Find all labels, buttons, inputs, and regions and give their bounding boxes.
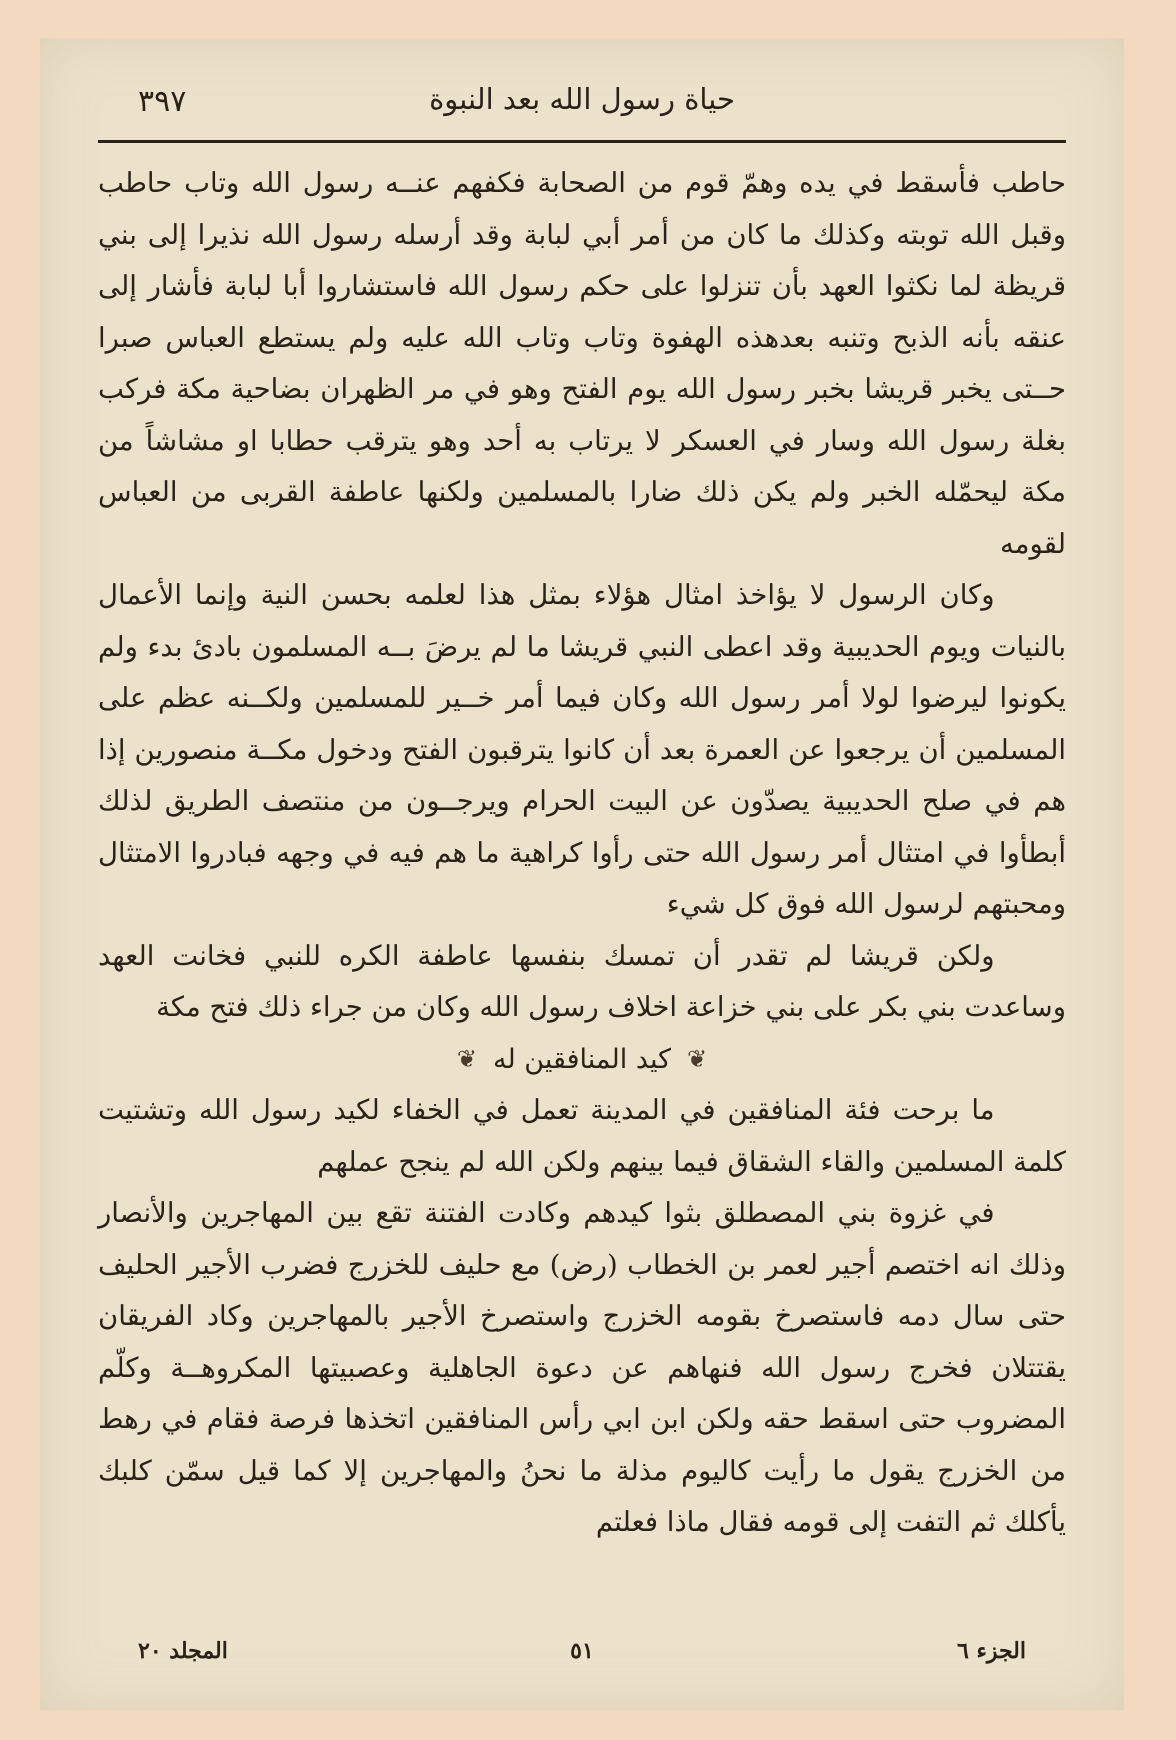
paragraph-3: ولكن قريشا لم تقدر أن تمسك بنفسها عاطفة الكره للنبي فخانت العهد وساعدت بني بكر على بني خزاعة اخلاف رسول الله وكان من جراء ذلك فتح مكة (98, 939, 1066, 1023)
page-header (98, 76, 1066, 132)
section-heading (98, 1034, 1066, 1086)
page-body (98, 158, 1066, 1549)
page-footer (98, 1638, 1066, 1678)
paragraph-5: في غزوة بني المصطلق بثوا كيدهم وكادت الفتنة تقع بين المهاجرين والأنصار وذلك انه اختصم أجير لعمر بن الخطاب (رض) مع حليف للخزرج فضرب الأجير الحليف حتى سال دمه فاستصرخ بقومه الخزرج واستصرخ الأجير بالمهاجرين وكاد الفريقان يقتتلان فخرج رسول الله فنهاهم عن دعوة الجاهلية وعصبيتها المكروهــة وكلّم المضروب حتى اسقط حقه ولكن ابن ابي رأس المنافقين اتخذها فرصة فقام في رهط من الخزرج يقول ما رأيت كاليوم مذلة ما نحنُ والمهاجرين إلا كما قيل سمّن كلبك يأكلك ثم التفت إلى قومه فقال ماذا فعلتم (98, 1197, 1066, 1538)
ornament-right-icon: ❦ (687, 1044, 708, 1073)
paragraph-2: وكان الرسول لا يؤاخذ امثال هؤلاء بمثل هذا لعلمه بحسن النية وإنما الأعمال بالنيات ويوم الحديبية وقد اعطى النبي قريشا ما لم يرضَ بــه المسلمون بادئ بدء ولم يكونوا ليرضوا لولا أمر رسول الله وكان فيما أمر خــير للمسلمين ولكــنه عظم على المسلمين أن يرجعوا عن العمرة بعد أن كانوا يترقبون الفتح ودخول مكــة منصورين إذا هم في صلح الحديبية يصدّون عن البيت الحرام ويرجــون من منتصف الطريق لذلك أبطأوا في امتثال أمر رسول الله حتى رأوا كراهية ما هم فيه في وجهه فبادروا الامتثال ومحبتهم لرسول الله فوق كل شيء (98, 579, 1066, 920)
footer-part: الجزء ٦ (957, 1638, 1026, 1664)
header-rule (98, 140, 1066, 143)
footer-sheet-number: ٥١ (570, 1638, 594, 1664)
footer-volume: المجلد ٢٠ (138, 1638, 228, 1664)
page-number: ٣٩٧ (138, 84, 187, 119)
paragraph-4: ما برحت فئة المنافقين في المدينة تعمل في الخفاء لكيد رسول الله وتشتيت كلمة المسلمين والقاء الشقاق فيما بينهم ولكن الله لم ينجح عملهم (98, 1094, 1066, 1178)
paragraph-1: حاطب فأسقط في يده وهمّ قوم من الصحابة فكفهم عنــه رسول الله وتاب حاطب وقبل الله توبته وكذلك ما كان من أمر أبي لبابة وقد أرسله رسول الله نذيرا إلى بني قريظة لما نكثوا العهد بأن تنزلوا على حكم رسول الله فاستشاروا أبا لبابة فأشار إلى عنقه بأنه الذبح وتنبه بعدهذه الهفوة وتاب وتاب الله عليه ولم يستطع العباس صبرا حــتى يخبر قريشا بخبر رسول الله يوم الفتح وهو في مر الظهران بضاحية مكة فركب بغلة رسول الله وسار في العسكر لا يرتاب به أحد وهو يترقب حطابا او مشاشاً من مكة ليحمّله الخبر ولم يكن ذلك ضارا بالمسلمين ولكنها عاطفة القربى من العباس لقومه (98, 167, 1066, 560)
book-page (40, 38, 1124, 1710)
ornament-left-icon: ❦ (456, 1044, 477, 1073)
running-title: حياة رسول الله بعد النبوة (429, 82, 735, 116)
section-heading-text: كيد المنافقين له (492, 1043, 672, 1075)
